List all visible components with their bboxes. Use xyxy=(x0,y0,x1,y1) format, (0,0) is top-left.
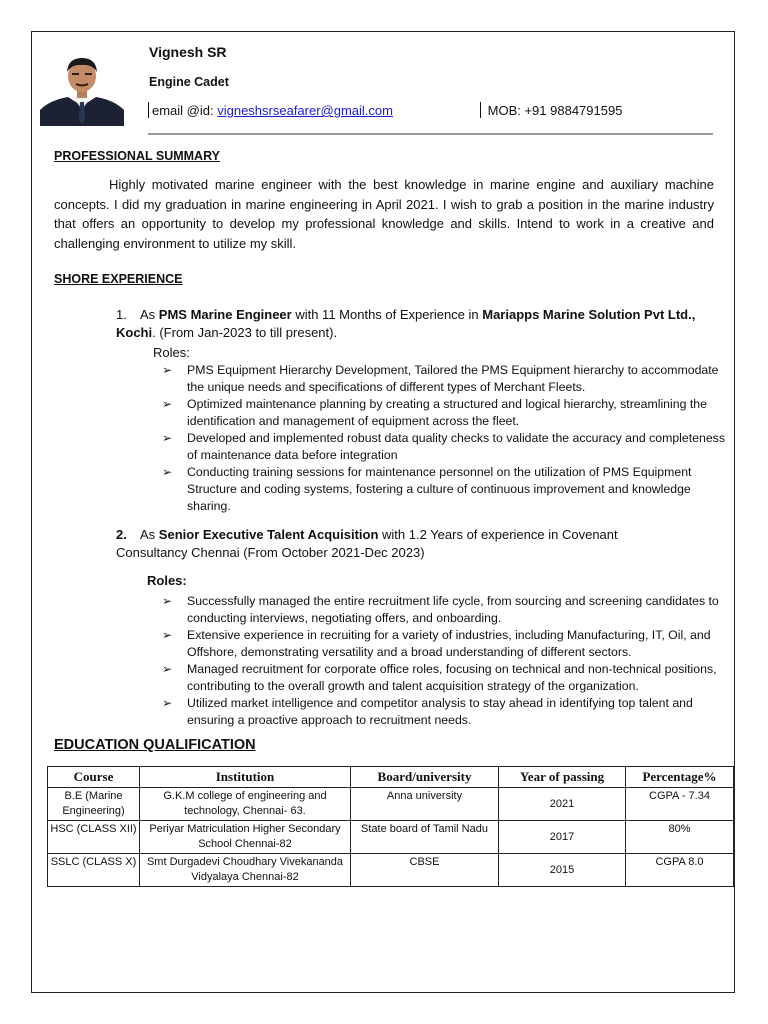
separator-bar xyxy=(480,102,481,118)
education-cell: B.E (Marine Engineering) xyxy=(48,788,140,821)
summary-heading: PROFESSIONAL SUMMARY xyxy=(54,149,220,163)
education-cell: 2017 xyxy=(499,821,626,854)
job-2-roles-list xyxy=(162,593,742,729)
arrowhead-bullet-icon: ➢ xyxy=(162,397,173,412)
job-2-prefix: As xyxy=(140,527,159,542)
education-cell: HSC (CLASS XII) xyxy=(48,821,140,854)
role-bullet-text: PMS Equipment Hierarchy Development, Tailored the PMS Equipment hierarchy to accommodate the unique needs and specifications of different types of Merchant Fleets. xyxy=(187,363,719,394)
job-2-role: Senior Executive Talent Acquisition xyxy=(158,527,379,542)
education-cell: CGPA - 7.34 xyxy=(626,788,734,821)
email-line xyxy=(148,102,393,118)
summary-text: Highly motivated marine engineer with the best knowledge in marine engine and auxiliary machine concepts. I did my graduation in marine engineering in April 2021. I wish to grab a position in the marine industry that offers an opportunity to develop my professional knowledge and skills. Intend to work in a creative and challenging environment to utilize my skill. xyxy=(54,177,714,251)
header-divider xyxy=(148,133,713,135)
job-2-mid: with 1.2 Years of experience in Covenant Consultancy Chennai (From October 2021-Dec 2023) xyxy=(116,527,618,560)
role-bullet xyxy=(162,396,732,430)
role-bullet xyxy=(162,430,732,464)
job-1-title xyxy=(116,306,736,342)
education-cell: Anna university xyxy=(351,788,499,821)
education-heading: EDUCATION QUALIFICATION xyxy=(54,737,256,753)
summary-paragraph xyxy=(54,175,714,253)
job-1-company: Mariapps Marine Solution Pvt Ltd., Kochi xyxy=(116,307,696,340)
role-bullet-text: Successfully managed the entire recruitment life cycle, from sourcing and screening candidates to conducting interviews, negotiating offers, and onboarding. xyxy=(187,594,719,625)
role-bullet-text: Conducting training sessions for maintenance personnel on the utilization of PMS Equipment Structure and coding systems, fostering a culture of continuous improvement and knowledge sharing. xyxy=(187,465,692,513)
mobile-line xyxy=(480,102,622,118)
education-cell: 2015 xyxy=(499,854,626,887)
experience-heading: SHORE EXPERIENCE xyxy=(54,272,183,286)
job-2-title xyxy=(116,526,676,562)
profile-photo xyxy=(40,50,124,126)
arrowhead-bullet-icon: ➢ xyxy=(162,363,173,377)
arrowhead-bullet-icon: ➢ xyxy=(162,628,173,643)
education-cell: CGPA 8.0 xyxy=(626,854,734,887)
arrowhead-bullet-icon: ➢ xyxy=(162,662,173,677)
arrowhead-bullet-icon: ➢ xyxy=(162,594,173,608)
role-bullet-text: Utilized market intelligence and competitor analysis to stay ahead in identifying top talent and ensuring a proactive approach to recruitment needs. xyxy=(187,696,693,728)
role-bullet-text: Optimized maintenance planning by creating a structured and logical hierarchy, streamlining the identification and management of equipment across the fleet. xyxy=(187,397,707,428)
role-bullet-text: Developed and implemented robust data quality checks to validate the accuracy and completeness of maintenance data before integration xyxy=(187,431,725,462)
role-bullet-text: Extensive experience in recruiting for a variety of industries, including Manufacturing, IT, Oil, and Offshore, demonstrating versatility and a broad understanding of different sectors. xyxy=(187,628,711,659)
role-bullet xyxy=(162,661,742,695)
job-1-mid: with 11 Months of Experience in xyxy=(291,307,483,322)
col-board: Board/university xyxy=(351,767,499,788)
job-1-role: PMS Marine Engineer xyxy=(158,307,292,322)
candidate-designation: Engine Cadet xyxy=(149,75,229,89)
education-cell: G.K.M college of engineering and technology, Chennai- 63. xyxy=(140,788,351,821)
job-1-suffix: . (From Jan-2023 to till present). xyxy=(152,325,338,340)
education-row xyxy=(48,788,734,821)
col-percentage: Percentage% xyxy=(626,767,734,788)
mobile-number: MOB: +91 9884791595 xyxy=(487,103,623,118)
role-bullet-text: Managed recruitment for corporate office roles, focusing on technical and non-technical positions, contributing to the overall growth and talent acquisition strategy of the organization. xyxy=(187,662,717,693)
education-header-row xyxy=(48,767,734,788)
education-row xyxy=(48,854,734,887)
job-1-roles-list xyxy=(162,362,732,515)
education-cell: SSLC (CLASS X) xyxy=(48,854,140,887)
arrowhead-bullet-icon: ➢ xyxy=(162,696,173,711)
job-1-number: 1. xyxy=(116,307,127,322)
education-table xyxy=(47,766,734,887)
col-institution: Institution xyxy=(140,767,351,788)
education-cell: Smt Durgadevi Choudhary Vivekananda Vidyalaya Chennai-82 xyxy=(140,854,351,887)
job-2-roles-label: Roles: xyxy=(147,573,187,588)
education-row xyxy=(48,821,734,854)
job-1-roles-label: Roles: xyxy=(153,345,190,360)
education-cell: Periyar Matriculation Higher Secondary School Chennai-82 xyxy=(140,821,351,854)
col-year: Year of passing xyxy=(499,767,626,788)
candidate-name: Vignesh SR xyxy=(149,44,227,60)
separator-bar xyxy=(148,102,149,118)
email-link[interactable]: vigneshsrseafarer@gmail.com xyxy=(217,103,393,118)
email-label: email @id: xyxy=(152,103,218,118)
education-cell: 2021 xyxy=(499,788,626,821)
education-cell: State board of Tamil Nadu xyxy=(351,821,499,854)
role-bullet xyxy=(162,695,742,729)
education-cell: CBSE xyxy=(351,854,499,887)
role-bullet xyxy=(162,464,732,514)
arrowhead-bullet-icon: ➢ xyxy=(162,431,173,446)
arrowhead-bullet-icon: ➢ xyxy=(162,465,173,480)
role-bullet xyxy=(162,362,732,396)
role-bullet xyxy=(162,593,742,627)
role-bullet xyxy=(162,627,742,661)
job-1-prefix: As xyxy=(140,307,159,322)
education-cell: 80% xyxy=(626,821,734,854)
col-course: Course xyxy=(48,767,140,788)
job-2-number: 2. xyxy=(116,527,127,542)
